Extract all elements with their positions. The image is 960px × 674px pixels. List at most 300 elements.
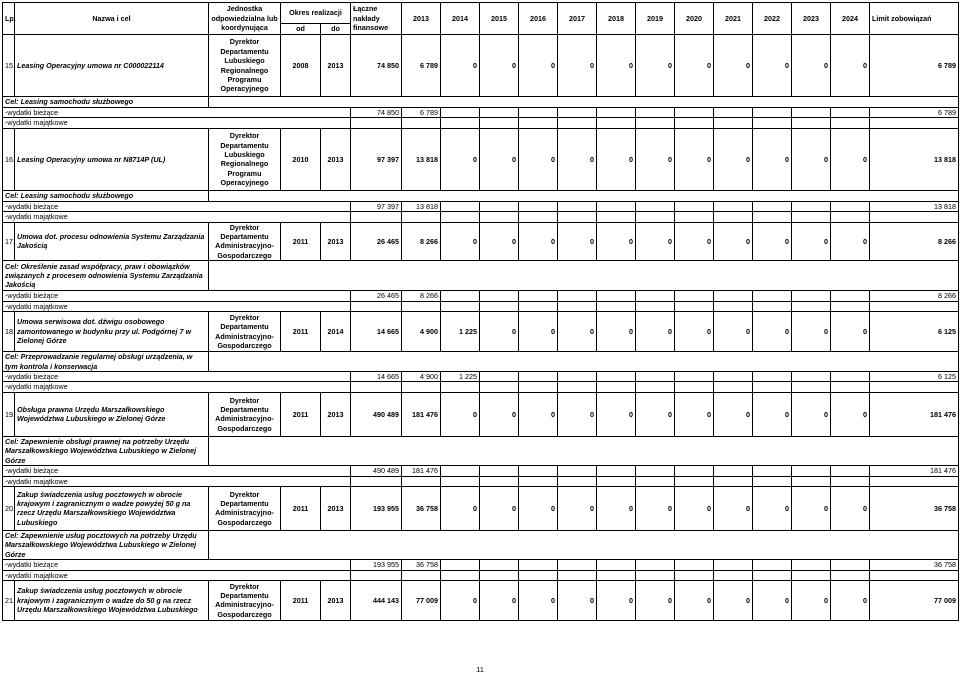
entry-limit: 181 476 [870, 392, 959, 436]
capital-empty [597, 301, 636, 311]
header-year-2018: 2018 [597, 3, 636, 35]
current-empty [714, 372, 753, 382]
capital-empty [480, 118, 519, 128]
capital-empty [870, 570, 959, 580]
capital-empty [351, 301, 402, 311]
current-empty [792, 372, 831, 382]
capital-empty [402, 212, 441, 222]
entry-row [3, 35, 959, 97]
entry-unit: Dyrektor Departamentu Lubuskiego Regionalnego Programu Operacyjnego [209, 35, 281, 97]
entry-year-value: 0 [597, 128, 636, 190]
header-year-2017: 2017 [558, 3, 597, 35]
entry-from: 2011 [281, 222, 321, 261]
current-label: -wydatki bieżące [3, 466, 351, 476]
header-name: Nazwa i cel [15, 3, 209, 35]
current-empty [558, 201, 597, 211]
capital-empty [831, 382, 870, 392]
entry-year-value: 0 [714, 580, 753, 620]
capital-empty [441, 476, 480, 486]
capital-empty [714, 476, 753, 486]
current-empty [675, 201, 714, 211]
entry-from: 2011 [281, 580, 321, 620]
entry-name: Leasing Operacyjny umowa nr C000022114 [15, 35, 209, 97]
goal-filler [209, 97, 959, 108]
header-year-2023: 2023 [792, 3, 831, 35]
capital-empty [636, 118, 675, 128]
current-expenditure-row [3, 291, 959, 301]
goal-row [3, 261, 959, 291]
current-empty [519, 466, 558, 476]
current-2013: 13 818 [402, 201, 441, 211]
entry-year-value: 0 [792, 128, 831, 190]
header-from: od [281, 24, 321, 35]
current-empty [675, 466, 714, 476]
entry-lp: 17. [3, 222, 15, 261]
goal-filler [209, 261, 959, 291]
capital-empty [519, 382, 558, 392]
capital-empty [480, 301, 519, 311]
current-label: -wydatki bieżące [3, 108, 351, 118]
current-empty [558, 372, 597, 382]
current-empty [558, 466, 597, 476]
entry-to: 2013 [321, 580, 351, 620]
entry-year-value: 77 009 [402, 580, 441, 620]
capital-empty [714, 118, 753, 128]
entry-year-value: 0 [519, 580, 558, 620]
current-empty [519, 201, 558, 211]
entry-year-value: 0 [636, 35, 675, 97]
capital-empty [519, 476, 558, 486]
capital-empty [636, 301, 675, 311]
capital-empty [351, 118, 402, 128]
entry-unit: Dyrektor Departamentu Administracyjno-Gospodarczego [209, 486, 281, 530]
current-empty [714, 201, 753, 211]
current-empty [714, 560, 753, 570]
current-empty [597, 372, 636, 382]
entry-row [3, 312, 959, 352]
capital-empty [831, 476, 870, 486]
entry-year-value: 0 [519, 35, 558, 97]
capital-empty [480, 382, 519, 392]
entry-year-value: 181 476 [402, 392, 441, 436]
entry-name: Umowa serwisowa dot. dźwigu osobowego zamontowanego w budynku przy ul. Podgórnej 7 w Zielonej Górze [15, 312, 209, 352]
capital-empty [753, 570, 792, 580]
capital-empty [558, 212, 597, 222]
current-empty [519, 560, 558, 570]
header-lp: Lp. [3, 3, 15, 35]
capital-expenditure-row [3, 476, 959, 486]
entry-unit: Dyrektor Departamentu Administracyjno-Gospodarczego [209, 312, 281, 352]
entry-year-value: 0 [597, 312, 636, 352]
entry-to: 2013 [321, 128, 351, 190]
current-empty [792, 291, 831, 301]
header-year-2021: 2021 [714, 3, 753, 35]
capital-empty [870, 212, 959, 222]
capital-empty [558, 118, 597, 128]
entry-year-value: 0 [480, 35, 519, 97]
current-empty [480, 560, 519, 570]
entry-year-value: 0 [441, 486, 480, 530]
capital-expenditure-row [3, 301, 959, 311]
capital-label: -wydatki majątkowe [3, 382, 351, 392]
current-empty [753, 108, 792, 118]
entry-year-value: 0 [714, 35, 753, 97]
entry-year-value: 0 [753, 486, 792, 530]
current-empty [480, 291, 519, 301]
current-2014 [441, 291, 480, 301]
current-empty [753, 201, 792, 211]
header-year-2013: 2013 [402, 3, 441, 35]
entry-row [3, 128, 959, 190]
current-2014 [441, 108, 480, 118]
capital-empty [831, 570, 870, 580]
capital-expenditure-row [3, 570, 959, 580]
entry-year-value: 0 [480, 128, 519, 190]
current-empty [636, 372, 675, 382]
capital-empty [402, 476, 441, 486]
entry-year-value: 0 [558, 580, 597, 620]
goal-row [3, 97, 959, 108]
current-empty [831, 201, 870, 211]
capital-empty [480, 476, 519, 486]
current-empty [831, 108, 870, 118]
capital-empty [714, 301, 753, 311]
capital-empty [597, 570, 636, 580]
entry-year-value: 0 [792, 312, 831, 352]
capital-empty [441, 212, 480, 222]
entry-lp: 16. [3, 128, 15, 190]
entry-year-value: 0 [714, 128, 753, 190]
current-empty [831, 291, 870, 301]
current-empty [753, 466, 792, 476]
entry-year-value: 0 [480, 222, 519, 261]
entry-year-value: 0 [714, 312, 753, 352]
entry-year-value: 0 [831, 222, 870, 261]
entry-from: 2010 [281, 128, 321, 190]
entry-year-value: 0 [519, 128, 558, 190]
entry-year-value: 0 [558, 312, 597, 352]
current-total: 26 465 [351, 291, 402, 301]
current-2013: 36 758 [402, 560, 441, 570]
current-empty [675, 108, 714, 118]
capital-empty [753, 382, 792, 392]
entry-year-value: 4 900 [402, 312, 441, 352]
capital-empty [831, 118, 870, 128]
capital-expenditure-row [3, 118, 959, 128]
capital-empty [558, 570, 597, 580]
current-empty [597, 291, 636, 301]
entry-year-value: 0 [441, 128, 480, 190]
entry-year-value: 0 [675, 35, 714, 97]
capital-empty [441, 570, 480, 580]
entry-year-value: 6 789 [402, 35, 441, 97]
budget-table [2, 2, 959, 621]
capital-empty [792, 301, 831, 311]
current-empty [636, 466, 675, 476]
capital-empty [714, 382, 753, 392]
entry-year-value: 0 [792, 35, 831, 97]
entry-to: 2013 [321, 392, 351, 436]
capital-empty [870, 301, 959, 311]
current-empty [753, 560, 792, 570]
header-limit: Limit zobowiązań [870, 3, 959, 35]
entry-year-value: 0 [792, 580, 831, 620]
current-empty [597, 108, 636, 118]
entry-year-value: 0 [636, 312, 675, 352]
capital-empty [558, 476, 597, 486]
current-empty [675, 291, 714, 301]
entry-total: 14 665 [351, 312, 402, 352]
current-empty [558, 108, 597, 118]
current-empty [480, 108, 519, 118]
capital-empty [636, 212, 675, 222]
entry-year-value: 0 [558, 392, 597, 436]
entry-from: 2008 [281, 35, 321, 97]
capital-empty [675, 212, 714, 222]
capital-empty [597, 382, 636, 392]
entry-year-value: 1 225 [441, 312, 480, 352]
header-year-2019: 2019 [636, 3, 675, 35]
current-empty [792, 466, 831, 476]
current-empty [519, 372, 558, 382]
current-2013: 6 789 [402, 108, 441, 118]
goal-filler [209, 530, 959, 559]
current-empty [675, 560, 714, 570]
entry-limit: 36 758 [870, 486, 959, 530]
entry-year-value: 8 266 [402, 222, 441, 261]
current-label: -wydatki bieżące [3, 372, 351, 382]
current-empty [597, 466, 636, 476]
entry-goal: Cel: Leasing samochodu służbowego [3, 190, 209, 201]
current-empty [792, 201, 831, 211]
entry-year-value: 0 [636, 392, 675, 436]
capital-empty [831, 301, 870, 311]
current-limit: 36 758 [870, 560, 959, 570]
entry-lp: 18. [3, 312, 15, 352]
capital-empty [753, 212, 792, 222]
entry-year-value: 0 [636, 486, 675, 530]
current-2013: 181 476 [402, 466, 441, 476]
capital-empty [519, 570, 558, 580]
entry-lp: 15. [3, 35, 15, 97]
entry-year-value: 0 [714, 392, 753, 436]
entry-row [3, 580, 959, 620]
capital-empty [870, 382, 959, 392]
current-limit: 6 789 [870, 108, 959, 118]
current-empty [753, 291, 792, 301]
current-empty [831, 372, 870, 382]
entry-row [3, 222, 959, 261]
current-empty [831, 466, 870, 476]
entry-year-value: 0 [636, 128, 675, 190]
capital-empty [351, 570, 402, 580]
current-expenditure-row [3, 560, 959, 570]
header-year-2016: 2016 [519, 3, 558, 35]
capital-empty [675, 118, 714, 128]
capital-empty [792, 118, 831, 128]
entry-row [3, 392, 959, 436]
capital-empty [714, 570, 753, 580]
header-year-2024: 2024 [831, 3, 870, 35]
entry-year-value: 0 [675, 222, 714, 261]
entry-row [3, 486, 959, 530]
capital-empty [558, 301, 597, 311]
capital-empty [402, 301, 441, 311]
capital-label: -wydatki majątkowe [3, 570, 351, 580]
capital-empty [597, 476, 636, 486]
current-empty [714, 108, 753, 118]
current-empty [558, 560, 597, 570]
current-2013: 4 900 [402, 372, 441, 382]
current-empty [636, 560, 675, 570]
entry-limit: 8 266 [870, 222, 959, 261]
capital-empty [402, 118, 441, 128]
capital-empty [351, 382, 402, 392]
current-total: 193 955 [351, 560, 402, 570]
current-expenditure-row [3, 201, 959, 211]
goal-row [3, 352, 959, 372]
current-2014 [441, 201, 480, 211]
capital-empty [441, 301, 480, 311]
entry-year-value: 0 [675, 128, 714, 190]
entry-year-value: 0 [480, 580, 519, 620]
capital-empty [675, 476, 714, 486]
entry-from: 2011 [281, 392, 321, 436]
capital-expenditure-row [3, 382, 959, 392]
current-empty [753, 372, 792, 382]
entry-total: 490 489 [351, 392, 402, 436]
entry-year-value: 0 [480, 312, 519, 352]
entry-goal: Cel: Określenie zasad współpracy, praw i obowiązków związanych z procesem odnowienia Systemu Zarządzania Jakością [3, 261, 209, 291]
current-label: -wydatki bieżące [3, 291, 351, 301]
capital-empty [558, 382, 597, 392]
entry-year-value: 0 [792, 392, 831, 436]
goal-filler [209, 190, 959, 201]
entry-year-value: 0 [831, 35, 870, 97]
capital-empty [636, 570, 675, 580]
entry-year-value: 0 [597, 35, 636, 97]
current-empty [480, 201, 519, 211]
table-body [3, 35, 959, 621]
entry-goal: Cel: Leasing samochodu służbowego [3, 97, 209, 108]
entry-goal: Cel: Zapewnienie usług pocztowych na potrzeby Urzędu Marszałkowskiego Województwa Lubuskiego w Zielonej Górze [3, 530, 209, 559]
current-empty [597, 201, 636, 211]
entry-year-value: 0 [831, 128, 870, 190]
current-2014: 1 225 [441, 372, 480, 382]
header-total: Łączne nakłady finansowe [351, 3, 402, 35]
current-empty [636, 108, 675, 118]
entry-year-value: 0 [480, 486, 519, 530]
entry-year-value: 0 [792, 222, 831, 261]
capital-label: -wydatki majątkowe [3, 476, 351, 486]
capital-empty [351, 476, 402, 486]
entry-year-value: 0 [441, 35, 480, 97]
capital-empty [480, 212, 519, 222]
entry-year-value: 0 [597, 222, 636, 261]
entry-year-value: 0 [597, 580, 636, 620]
entry-year-value: 0 [519, 392, 558, 436]
capital-label: -wydatki majątkowe [3, 301, 351, 311]
capital-empty [441, 118, 480, 128]
current-empty [792, 108, 831, 118]
entry-total: 97 397 [351, 128, 402, 190]
entry-year-value: 0 [558, 35, 597, 97]
entry-year-value: 0 [831, 580, 870, 620]
capital-empty [753, 118, 792, 128]
entry-limit: 13 818 [870, 128, 959, 190]
current-limit: 13 818 [870, 201, 959, 211]
current-empty [480, 466, 519, 476]
capital-empty [792, 212, 831, 222]
capital-empty [519, 118, 558, 128]
header-year-2022: 2022 [753, 3, 792, 35]
capital-empty [675, 301, 714, 311]
current-empty [792, 560, 831, 570]
entry-year-value: 0 [675, 312, 714, 352]
entry-year-value: 0 [753, 222, 792, 261]
capital-empty [753, 476, 792, 486]
capital-empty [480, 570, 519, 580]
entry-year-value: 0 [792, 486, 831, 530]
header-year-2015: 2015 [480, 3, 519, 35]
capital-empty [675, 382, 714, 392]
entry-name: Leasing Operacyjny umowa nr N8714P (UL) [15, 128, 209, 190]
entry-year-value: 0 [675, 486, 714, 530]
current-total: 490 489 [351, 466, 402, 476]
goal-row [3, 190, 959, 201]
entry-year-value: 0 [519, 222, 558, 261]
current-limit: 181 476 [870, 466, 959, 476]
capital-empty [402, 570, 441, 580]
current-limit: 6 125 [870, 372, 959, 382]
capital-empty [831, 212, 870, 222]
entry-year-value: 0 [519, 312, 558, 352]
goal-row [3, 530, 959, 559]
current-total: 14 665 [351, 372, 402, 382]
entry-year-value: 0 [636, 580, 675, 620]
current-empty [675, 372, 714, 382]
capital-empty [441, 382, 480, 392]
entry-year-value: 0 [714, 222, 753, 261]
current-empty [636, 291, 675, 301]
entry-name: Zakup świadczenia usług pocztowych w obrocie krajowym i zagranicznym o wadze do 50 g na rzecz Urzędu Marszałkowskiego Województwa Lubuskiego [15, 580, 209, 620]
current-empty [519, 291, 558, 301]
entry-year-value: 0 [831, 392, 870, 436]
entry-total: 193 955 [351, 486, 402, 530]
capital-empty [636, 476, 675, 486]
entry-year-value: 0 [753, 35, 792, 97]
page-number: 11 [476, 665, 484, 674]
entry-year-value: 0 [831, 312, 870, 352]
entry-year-value: 0 [558, 128, 597, 190]
current-expenditure-row [3, 372, 959, 382]
current-empty [636, 201, 675, 211]
header-period: Okres realizacji [281, 3, 351, 24]
capital-empty [351, 212, 402, 222]
entry-year-value: 0 [753, 128, 792, 190]
capital-empty [519, 212, 558, 222]
entry-name: Obsługa prawna Urzędu Marszałkowskiego Województwa Lubuskiego w Zielonej Górze [15, 392, 209, 436]
header-year-2020: 2020 [675, 3, 714, 35]
capital-empty [792, 570, 831, 580]
entry-name: Umowa dot. procesu odnowienia Systemu Zarządzania Jakością [15, 222, 209, 261]
entry-limit: 6 125 [870, 312, 959, 352]
entry-unit: Dyrektor Departamentu Administracyjno-Gospodarczego [209, 392, 281, 436]
capital-label: -wydatki majątkowe [3, 212, 351, 222]
current-2013: 8 266 [402, 291, 441, 301]
entry-year-value: 0 [714, 486, 753, 530]
current-2014 [441, 560, 480, 570]
